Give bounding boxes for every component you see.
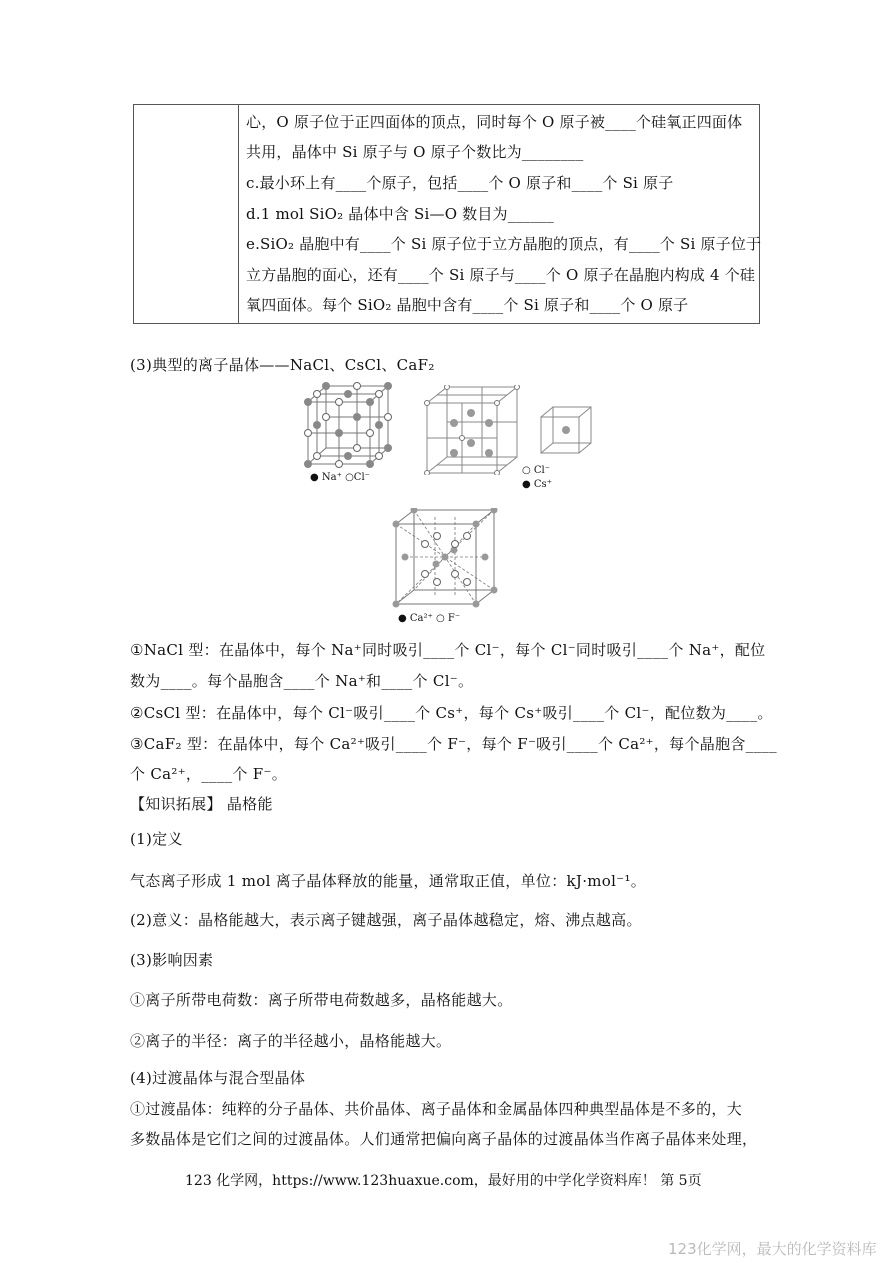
- transition-line-1: ①过渡晶体：纯粹的分子晶体、共价晶体、离子晶体和金属晶体四种典型晶体是不多的，大: [130, 1100, 743, 1118]
- factor-charge: ①离子所带电荷数：离子所带电荷数越多，晶格能越大。: [130, 991, 513, 1009]
- nacl-crystal-figure: [300, 380, 395, 470]
- transition-heading: (4)过渡晶体与混合型晶体: [130, 1069, 306, 1087]
- caf2-legend: ● Ca²⁺ ○ F⁻: [398, 613, 461, 624]
- cscl-legend-cl: ○ Cl⁻: [522, 465, 551, 476]
- cscl-unit-cell-figure: [538, 405, 596, 455]
- table-line-1: 心，O 原子位于正四面体的顶点，同时每个 O 原子被____个硅氧正四面体: [246, 113, 743, 131]
- transition-line-2: 多数晶体是它们之间的过渡晶体。人们通常把偏向离子晶体的过渡晶体当作离子晶体来处理，: [130, 1130, 758, 1148]
- cscl-legend-cs: ● Cs⁺: [522, 479, 552, 490]
- nacl-line-1: ①NaCl 型：在晶体中，每个 Na⁺同时吸引____个 Cl⁻，每个 Cl⁻同时吸引____个 Na⁺，配位: [130, 641, 766, 659]
- nacl-legend: ● Na⁺ ○Cl⁻: [310, 472, 370, 483]
- table-line-7: 氧四面体。每个 SiO₂ 晶胞中含有____个 Si 原子和____个 O 原子: [246, 296, 689, 314]
- caf2-line-2: 个 Ca²⁺，____个 F⁻。: [130, 765, 288, 783]
- watermark: 123化学网，最大的化学资料库: [668, 1240, 877, 1258]
- table-line-3: c.最小环上有____个原子，包括____个 O 原子和____个 Si 原子: [246, 174, 674, 192]
- table-line-6: 立方晶胞的面心，还有____个 Si 原子与____个 O 原子在晶胞内构成 4 个硅: [246, 266, 756, 284]
- nacl-line-2: 数为____。每个晶胞含____个 Na⁺和____个 Cl⁻。: [130, 672, 474, 690]
- caf2-line-1: ③CaF₂ 型：在晶体中，每个 Ca²⁺吸引____个 F⁻，每个 F⁻吸引____个 Ca²⁺，每个晶胞含____: [130, 735, 777, 753]
- section-heading: (3)典型的离子晶体——NaCl、CsCl、CaF₂: [130, 356, 435, 374]
- caf2-crystal-figure: [392, 508, 500, 608]
- sio2-table: [133, 104, 760, 324]
- table-line-5: e.SiO₂ 晶胞中有____个 Si 原子位于立方晶胞的顶点，有____个 Si 原子位于: [246, 235, 762, 253]
- table-divider: [238, 105, 239, 323]
- cscl-crystal-figure: [423, 385, 523, 475]
- definition-heading: (1)定义: [130, 830, 183, 848]
- definition-text: 气态离子形成 1 mol 离子晶体释放的能量，通常取正值，单位：kJ·mol⁻¹。: [130, 872, 647, 890]
- factors-heading: (3)影响因素: [130, 951, 214, 969]
- meaning-text: (2)意义：晶格能越大，表示离子键越强，离子晶体越稳定，熔、沸点越高。: [130, 911, 642, 929]
- table-line-4: d.1 mol SiO₂ 晶体中含 Si—O 数目为______: [246, 205, 554, 223]
- factor-radius: ②离子的半径：离子的半径越小，晶格能越大。: [130, 1032, 452, 1050]
- page-footer: 123 化学网，https://www.123huaxue.com，最好用的中学化学资料库！ 第 5页: [185, 1173, 702, 1189]
- cscl-line: ②CsCl 型：在晶体中，每个 Cl⁻吸引____个 Cs⁺，每个 Cs⁺吸引____个 Cl⁻，配位数为____。: [130, 704, 773, 722]
- knowledge-extension-heading: 【知识拓展】 晶格能: [130, 795, 273, 813]
- table-line-2: 共用，晶体中 Si 原子与 O 原子个数比为________: [246, 143, 584, 161]
